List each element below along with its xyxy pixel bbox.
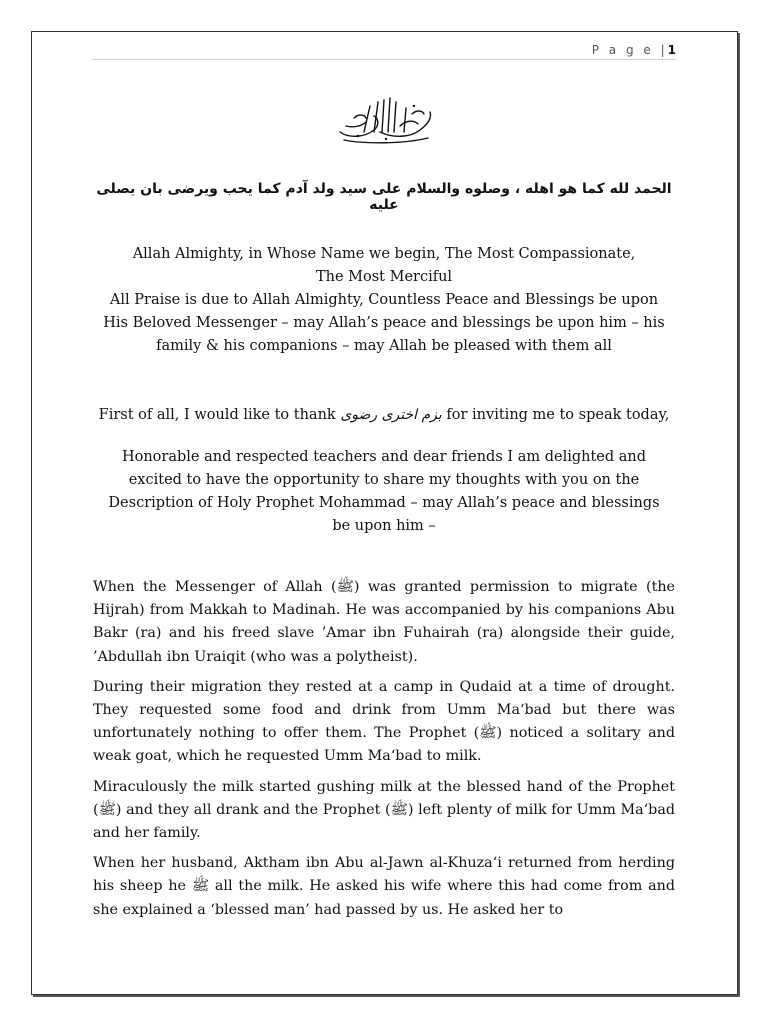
- bismillah-calligraphy-icon: [334, 92, 438, 144]
- thanks-after: for inviting me to speak today,: [446, 407, 670, 423]
- intro-line: The Most Merciful: [315, 269, 453, 285]
- intro-line: Allah Almighty, in Whose Name we begin, The Most Compassionate,: [132, 246, 636, 262]
- body-paragraph: During their migration they rested at a camp in Qudaid at a time of drought. They requested some food and drink from Umm Ma‘bad but there was unfortunately nothing to offer them. The Prophet (ﷺ) noticed a solitary and weak goat, which he requested Umm Ma‘bad to milk.: [93, 678, 675, 765]
- intro-block: [92, 243, 676, 358]
- greeting-line: Description of Holy Prophet Mohammad – may Allah’s peace and blessings: [108, 495, 660, 511]
- body-paragraph: When the Messenger of Allah (ﷺ) was granted permission to migrate (the Hijrah) from Makkah to Madinah. He was accompanied by his companions Abu Bakr (ra) and his freed slave ’Amar ibn Fuhairah (ra) alongside their guide, ’Abdullah ibn Uraiqit (who was a polytheist).: [93, 579, 675, 665]
- greeting-line: excited to have the opportunity to share my thoughts with you on the: [128, 472, 640, 488]
- intro-line: His Beloved Messenger – may Allah’s peace and blessings be upon him – his: [103, 315, 665, 331]
- arabic-praise-line: الحمد لله كما هو اهله ، وصلوه والسلام على سيد ولد آدم كما يحب ويرضى بان يصلى عليه: [96, 181, 672, 213]
- page-number-value: 1: [667, 43, 676, 57]
- intro-line: family & his companions – may Allah be pleased with them all: [156, 338, 612, 354]
- thanks-organization-name: بزم اختری رضوی: [340, 407, 442, 423]
- body-paragraph: Miraculously the milk started gushing milk at the blessed hand of the Prophet (ﷺ) and they all drank and the Prophet (ﷺ) left plenty of milk for Umm Ma‘bad and her family.: [93, 778, 675, 842]
- page-number: [592, 43, 676, 57]
- greeting-line: be upon him –: [332, 518, 436, 534]
- greeting-block: [92, 446, 676, 538]
- thanks-before: First of all, I would like to thank: [98, 407, 336, 423]
- page-separator: |: [660, 43, 668, 57]
- intro-line: All Praise is due to Allah Almighty, Countless Peace and Blessings be upon: [109, 292, 659, 308]
- header-rule: [92, 59, 676, 60]
- page-label: P a g e: [591, 43, 654, 57]
- greeting-line: Honorable and respected teachers and dear friends I am delighted and: [121, 449, 647, 465]
- thanks-line: [92, 404, 676, 427]
- body-paragraph: When her husband, Aktham ibn Abu al-Jawn al-Khuza‘i returned from herding his sheep he ﷺ all the milk. He asked his wife where this had come from and she explained a ‘blessed man’ had passed by us. He asked her to: [93, 855, 675, 918]
- body-text: [93, 576, 675, 929]
